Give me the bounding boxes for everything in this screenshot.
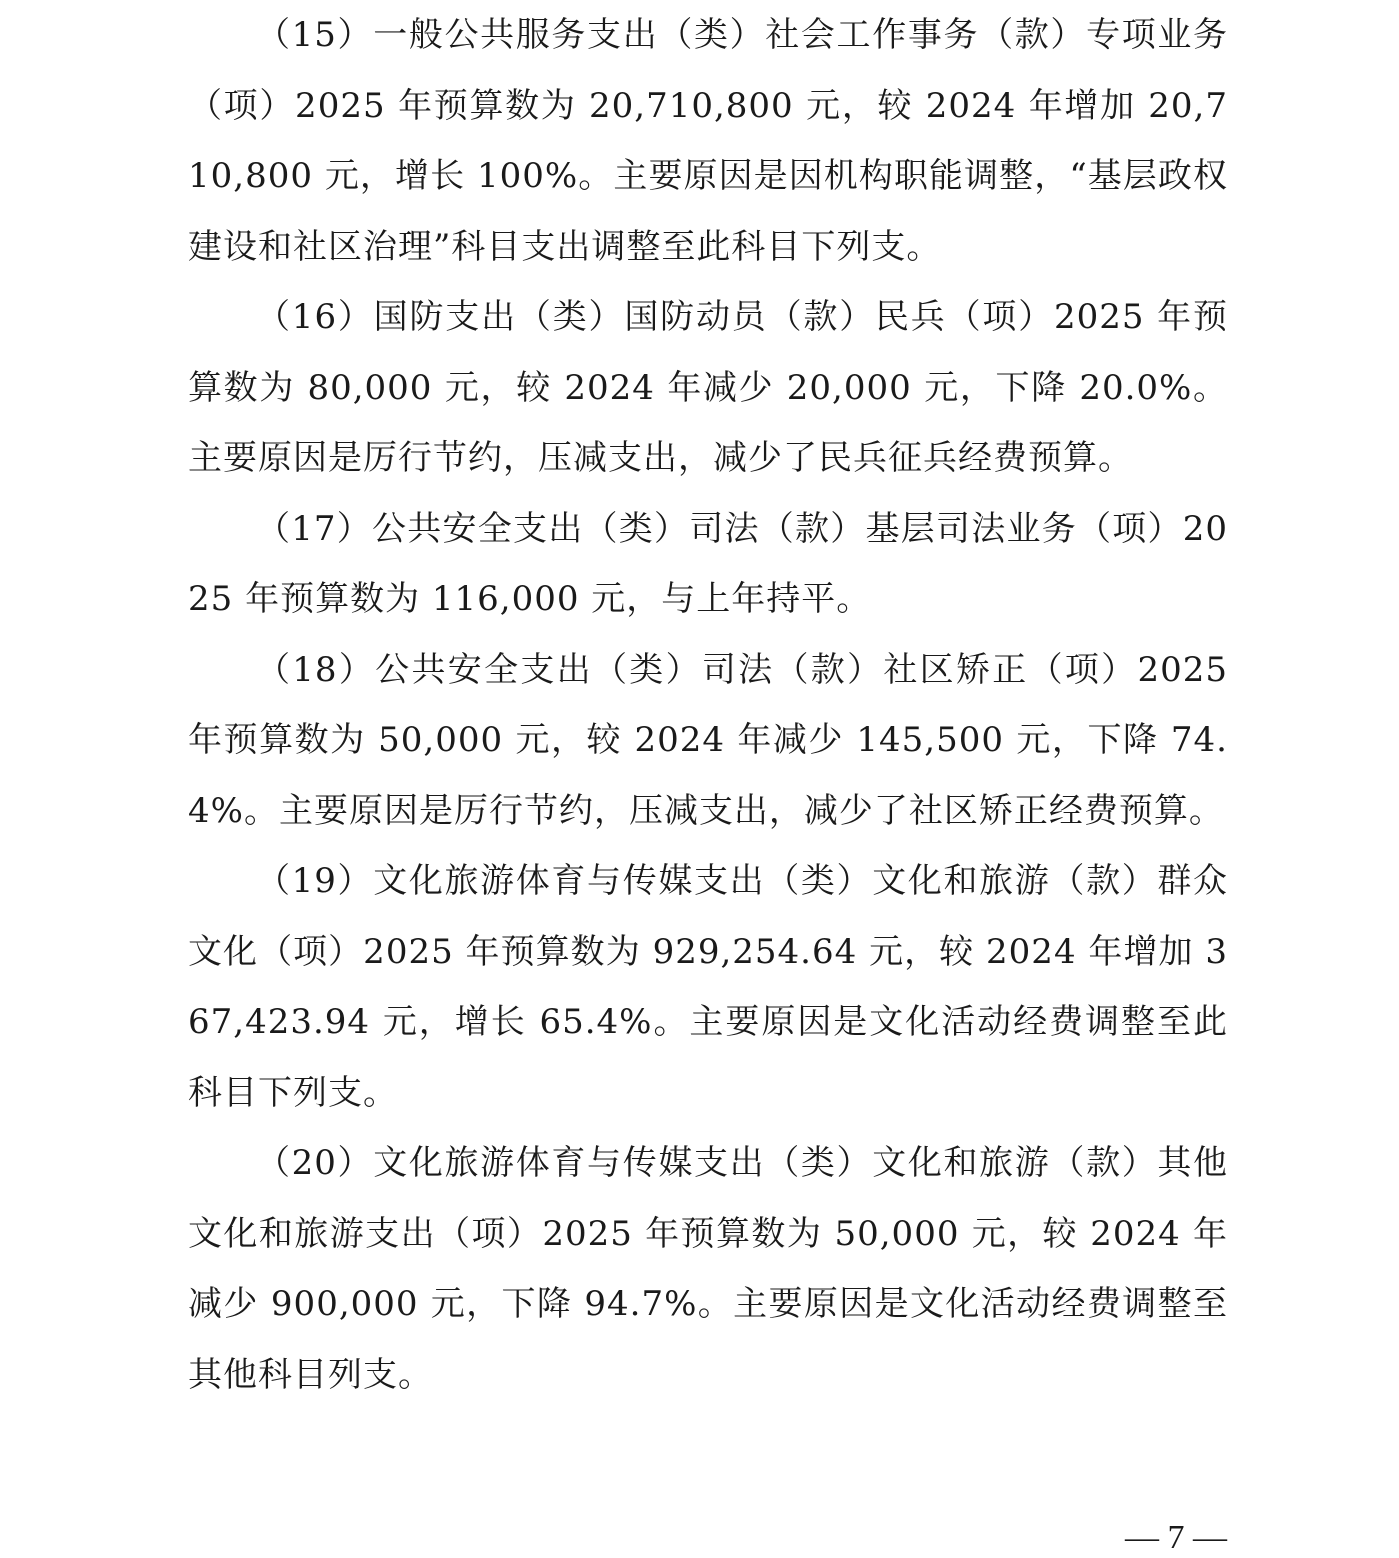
paragraph-18: （18）公共安全支出（类）司法（款）社区矫正（项）2025 年预算数为 50,000 元，较 2024 年减少 145,500 元，下降 74.4%。主要原因是厉行节约，压减支出，减少了社区矫正经费预算。 (188, 649, 1228, 831)
paragraph-16: （16）国防支出（类）国防动员（款）民兵（项）2025 年预算数为 80,000 元，较 2024 年减少 20,000 元，下降 20.0%。主要原因是厉行节约，压减支出，减少了民兵征兵经费预算。 (188, 297, 1228, 478)
paragraph-19: （19）文化旅游体育与传媒支出（类）文化和旅游（款）群众文化（项）2025 年预算数为 929,254.64 元，较 2024 年增加 367,423.94 元，增长 65.4%。主要原因是文化活动经费调整至此科目下列支。 (188, 861, 1228, 1113)
paragraph-15: （15）一般公共服务支出（类）社会工作事务（款）专项业务（项）2025 年预算数为 20,710,800 元，较 2024 年增加 20,710,800 元，增长 100%。主要原因是因机构职能调整，“基层政权建设和社区治理”科目支出调整至此科目下列支。 (188, 15, 1228, 267)
body-text (188, 0, 1228, 1410)
paragraph-17: （17）公共安全支出（类）司法（款）基层司法业务（项）2025 年预算数为 116,000 元，与上年持平。 (188, 508, 1228, 619)
paragraph-20: （20）文化旅游体育与传媒支出（类）文化和旅游（款）其他文化和旅游支出（项）2025 年预算数为 50,000 元，较 2024 年减少 900,000 元，下降 94.7%。主要原因是文化活动经费调整至其他科目列支。 (188, 1143, 1228, 1395)
page-number: — 7 — (1125, 1519, 1227, 1556)
